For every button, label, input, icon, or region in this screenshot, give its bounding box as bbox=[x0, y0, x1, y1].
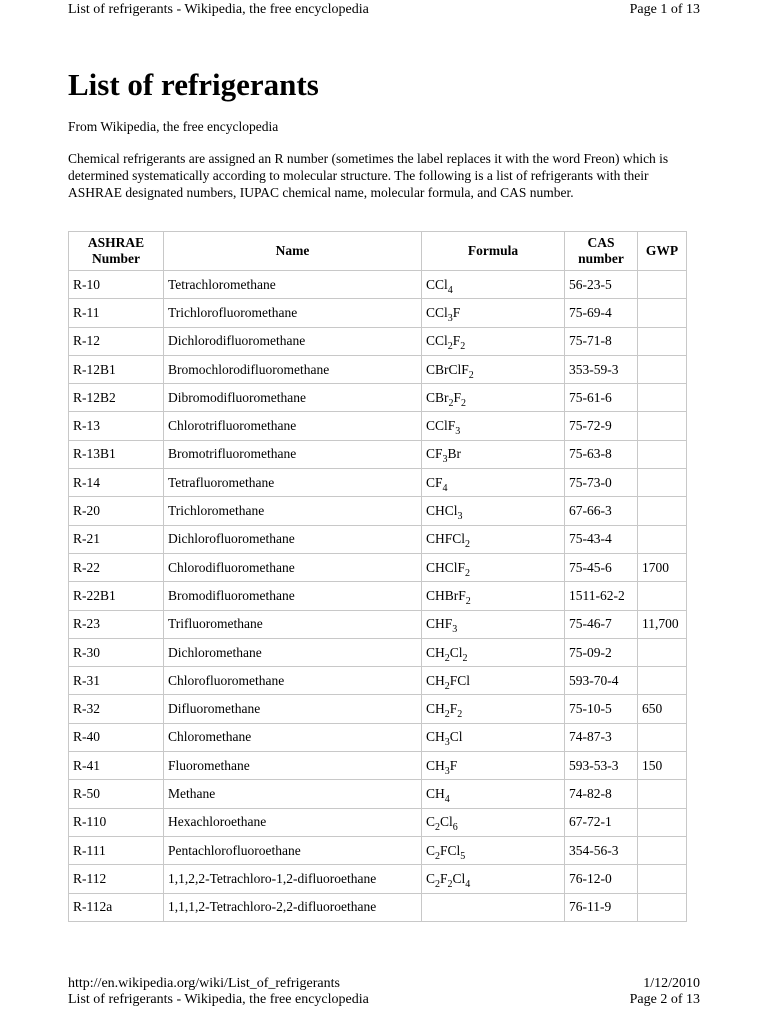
formula-part: Cl bbox=[440, 814, 453, 830]
cell-gwp bbox=[638, 667, 687, 695]
cell-cas: 75-09-2 bbox=[565, 638, 638, 666]
formula-part: FCl bbox=[440, 842, 461, 858]
formula-part: CCl bbox=[426, 333, 448, 349]
table-row bbox=[69, 525, 687, 553]
cell-cas: 75-71-8 bbox=[565, 327, 638, 355]
table-row bbox=[69, 695, 687, 723]
cell-formula bbox=[422, 667, 565, 695]
formula-subscript: 2 bbox=[435, 822, 441, 834]
cell-cas: 76-12-0 bbox=[565, 865, 638, 893]
cell-formula bbox=[422, 440, 565, 468]
cell-name: Dichlorodifluoromethane bbox=[164, 327, 422, 355]
cell-name: Trichlorofluoromethane bbox=[164, 299, 422, 327]
cell-name: Trichloromethane bbox=[164, 497, 422, 525]
cell-cas: 593-70-4 bbox=[565, 667, 638, 695]
formula-subscript: 2 bbox=[461, 397, 467, 409]
formula-part: F bbox=[452, 333, 461, 349]
cell-ashrae: R-22 bbox=[69, 553, 164, 581]
formula-part: CH bbox=[426, 644, 445, 660]
formula-subscript: 2 bbox=[457, 709, 463, 721]
formula-subscript: 3 bbox=[455, 426, 461, 438]
formula-part: CBrClF bbox=[426, 361, 469, 377]
cell-formula bbox=[422, 752, 565, 780]
formula-part: CH bbox=[426, 672, 445, 688]
cell-ashrae: R-112a bbox=[69, 893, 164, 921]
col-header-ashrae bbox=[69, 232, 164, 271]
cell-gwp bbox=[638, 638, 687, 666]
cell-ashrae: R-14 bbox=[69, 469, 164, 497]
formula-part: CH bbox=[426, 757, 445, 773]
cell-name: Bromochlorodifluoromethane bbox=[164, 355, 422, 383]
cell-name: Tetrafluoromethane bbox=[164, 469, 422, 497]
formula-subscript: 2 bbox=[444, 680, 450, 692]
cell-ashrae: R-110 bbox=[69, 808, 164, 836]
cell-ashrae: R-41 bbox=[69, 752, 164, 780]
formula-subscript: 2 bbox=[468, 369, 474, 381]
formula-subscript: 5 bbox=[460, 850, 466, 862]
cell-ashrae: R-13 bbox=[69, 412, 164, 440]
cell-formula bbox=[422, 355, 565, 383]
cell-cas: 353-59-3 bbox=[565, 355, 638, 383]
formula-subscript: 2 bbox=[448, 397, 454, 409]
formula-part: Cl bbox=[435, 276, 448, 292]
formula-part: CHClF bbox=[426, 559, 466, 575]
footer-url: http://en.wikipedia.org/wiki/List_of_refrigerants bbox=[68, 976, 340, 991]
formula-part: F bbox=[449, 701, 458, 717]
cell-formula bbox=[422, 525, 565, 553]
cell-gwp bbox=[638, 723, 687, 751]
cell-formula bbox=[422, 808, 565, 836]
formula-part: CH bbox=[426, 701, 445, 717]
formula-part: C bbox=[426, 870, 436, 886]
table-row bbox=[69, 412, 687, 440]
cell-formula bbox=[422, 610, 565, 638]
formula-part: F bbox=[453, 389, 462, 405]
formula-part: CH bbox=[426, 729, 445, 745]
formula-part: F bbox=[440, 870, 448, 886]
formula-subscript: 4 bbox=[465, 878, 471, 890]
table-header-row bbox=[69, 232, 687, 271]
col-header-cas bbox=[565, 232, 638, 271]
cell-gwp bbox=[638, 525, 687, 553]
formula-subscript: 2 bbox=[447, 341, 453, 353]
cell-gwp bbox=[638, 271, 687, 299]
formula-part: Br bbox=[447, 446, 462, 462]
cell-name: Fluoromethane bbox=[164, 752, 422, 780]
cell-ashrae: R-21 bbox=[69, 525, 164, 553]
formula-subscript: 3 bbox=[444, 765, 450, 777]
cell-ashrae: R-30 bbox=[69, 638, 164, 666]
col-header-cas-line2: number bbox=[578, 251, 624, 266]
cell-gwp bbox=[638, 865, 687, 893]
cell-gwp bbox=[638, 893, 687, 921]
formula-subscript: 2 bbox=[462, 652, 468, 664]
cell-ashrae: R-32 bbox=[69, 695, 164, 723]
cell-name: 1,1,2,2-Tetrachloro-1,2-difluoroethane bbox=[164, 865, 422, 893]
formula-subscript: 3 bbox=[447, 312, 453, 324]
cell-formula bbox=[422, 384, 565, 412]
formula-part: Cl bbox=[449, 644, 463, 660]
cell-gwp bbox=[638, 384, 687, 412]
formula-part: CHBrF bbox=[426, 587, 466, 603]
cell-formula bbox=[422, 497, 565, 525]
cell-cas: 56-23-5 bbox=[565, 271, 638, 299]
formula-part: C bbox=[426, 814, 436, 830]
formula-part: F bbox=[452, 304, 461, 320]
formula-part: CClF bbox=[426, 418, 456, 434]
formula-part: CF bbox=[426, 446, 443, 462]
cell-formula bbox=[422, 836, 565, 864]
cell-cas: 67-66-3 bbox=[565, 497, 638, 525]
cell-cas: 75-10-5 bbox=[565, 695, 638, 723]
cell-gwp bbox=[638, 440, 687, 468]
table-row bbox=[69, 582, 687, 610]
cell-cas: 67-72-1 bbox=[565, 808, 638, 836]
footer-page-label: Page 2 of 13 bbox=[629, 992, 700, 1007]
formula-part: C bbox=[426, 276, 436, 292]
formula-part: CH bbox=[426, 785, 445, 801]
cell-formula bbox=[422, 582, 565, 610]
cell-name: Chlorodifluoromethane bbox=[164, 553, 422, 581]
page-header bbox=[68, 0, 700, 20]
cell-cas: 75-61-6 bbox=[565, 384, 638, 412]
col-header-name: Name bbox=[164, 232, 422, 271]
cell-name: 1,1,1,2-Tetrachloro-2,2-difluoroethane bbox=[164, 893, 422, 921]
header-doc-title: List of refrigerants - Wikipedia, the free encyclopedia bbox=[68, 2, 369, 17]
formula-part: Cl bbox=[452, 870, 466, 886]
cell-gwp bbox=[638, 780, 687, 808]
footer-date: 1/12/2010 bbox=[643, 976, 700, 991]
table-row bbox=[69, 667, 687, 695]
formula-part: CHCl bbox=[426, 503, 458, 519]
cell-gwp: 150 bbox=[638, 752, 687, 780]
cell-ashrae: R-23 bbox=[69, 610, 164, 638]
cell-gwp bbox=[638, 327, 687, 355]
cell-ashrae: R-12B1 bbox=[69, 355, 164, 383]
table-row bbox=[69, 384, 687, 412]
formula-subscript: 2 bbox=[435, 850, 441, 862]
cell-cas: 593-53-3 bbox=[565, 752, 638, 780]
cell-ashrae: R-112 bbox=[69, 865, 164, 893]
col-header-cas-line1: CAS bbox=[587, 235, 615, 250]
cell-gwp bbox=[638, 299, 687, 327]
formula-part: CF bbox=[426, 474, 443, 490]
cell-ashrae: R-50 bbox=[69, 780, 164, 808]
cell-name: Chloromethane bbox=[164, 723, 422, 751]
formula-subscript: 2 bbox=[465, 595, 471, 607]
formula-subscript: 2 bbox=[465, 539, 471, 551]
formula-subscript: 3 bbox=[444, 737, 450, 749]
table-row bbox=[69, 808, 687, 836]
formula-subscript: 2 bbox=[444, 709, 450, 721]
cell-formula bbox=[422, 865, 565, 893]
formula-subscript: 2 bbox=[465, 567, 471, 579]
table-row bbox=[69, 440, 687, 468]
cell-ashrae: R-11 bbox=[69, 299, 164, 327]
table-row bbox=[69, 780, 687, 808]
cell-cas: 354-56-3 bbox=[565, 836, 638, 864]
cell-gwp bbox=[638, 808, 687, 836]
cell-gwp bbox=[638, 836, 687, 864]
table-row bbox=[69, 610, 687, 638]
cell-name: Dichloromethane bbox=[164, 638, 422, 666]
table-row bbox=[69, 497, 687, 525]
header-page-label: Page 1 of 13 bbox=[629, 2, 700, 17]
table-row bbox=[69, 865, 687, 893]
cell-formula bbox=[422, 638, 565, 666]
cell-name: Trifluoromethane bbox=[164, 610, 422, 638]
cell-ashrae: R-111 bbox=[69, 836, 164, 864]
page-footer bbox=[68, 976, 700, 1008]
formula-subscript: 2 bbox=[435, 878, 441, 890]
cell-gwp bbox=[638, 582, 687, 610]
cell-name: Methane bbox=[164, 780, 422, 808]
table-row bbox=[69, 638, 687, 666]
cell-formula bbox=[422, 893, 565, 921]
table-row bbox=[69, 836, 687, 864]
cell-gwp: 1700 bbox=[638, 553, 687, 581]
formula-part: CCl bbox=[426, 304, 448, 320]
formula-subscript: 4 bbox=[442, 482, 448, 494]
cell-ashrae: R-12 bbox=[69, 327, 164, 355]
table-row bbox=[69, 723, 687, 751]
table-row bbox=[69, 271, 687, 299]
col-header-ashrae-line2: Number bbox=[92, 251, 140, 266]
cell-gwp bbox=[638, 355, 687, 383]
footer-doc-title: List of refrigerants - Wikipedia, the free encyclopedia bbox=[68, 992, 369, 1007]
cell-formula bbox=[422, 695, 565, 723]
cell-cas: 75-72-9 bbox=[565, 412, 638, 440]
cell-cas: 75-46-7 bbox=[565, 610, 638, 638]
col-header-formula: Formula bbox=[422, 232, 565, 271]
cell-gwp bbox=[638, 412, 687, 440]
table-row bbox=[69, 553, 687, 581]
cell-ashrae: R-20 bbox=[69, 497, 164, 525]
formula-part: CHFCl bbox=[426, 531, 466, 547]
formula-subscript: 3 bbox=[452, 624, 458, 636]
cell-ashrae: R-40 bbox=[69, 723, 164, 751]
formula-part: FCl bbox=[449, 672, 471, 688]
cell-name: Bromodifluoromethane bbox=[164, 582, 422, 610]
table-row bbox=[69, 299, 687, 327]
cell-name: Bromotrifluoromethane bbox=[164, 440, 422, 468]
formula-subscript: 3 bbox=[442, 454, 448, 466]
formula-part: F bbox=[449, 757, 458, 773]
formula-subscript: 6 bbox=[452, 822, 458, 834]
formula-part: CHF bbox=[426, 616, 453, 632]
cell-cas: 75-63-8 bbox=[565, 440, 638, 468]
cell-formula bbox=[422, 469, 565, 497]
cell-name: Chlorofluoromethane bbox=[164, 667, 422, 695]
formula-subscript: 2 bbox=[444, 652, 450, 664]
cell-ashrae: R-13B1 bbox=[69, 440, 164, 468]
page-title: List of refrigerants bbox=[68, 67, 319, 102]
cell-formula bbox=[422, 271, 565, 299]
col-header-ashrae-line1: ASHRAE bbox=[87, 235, 145, 250]
cell-cas: 74-87-3 bbox=[565, 723, 638, 751]
cell-cas: 76-11-9 bbox=[565, 893, 638, 921]
formula-subscript: 3 bbox=[457, 511, 463, 523]
cell-ashrae: R-22B1 bbox=[69, 582, 164, 610]
cell-name: Chlorotrifluoromethane bbox=[164, 412, 422, 440]
cell-ashrae: R-31 bbox=[69, 667, 164, 695]
cell-formula bbox=[422, 723, 565, 751]
table-row bbox=[69, 469, 687, 497]
cell-formula bbox=[422, 327, 565, 355]
formula-part: C bbox=[426, 842, 436, 858]
cell-ashrae: R-10 bbox=[69, 271, 164, 299]
source-line: From Wikipedia, the free encyclopedia bbox=[68, 119, 279, 134]
table-row bbox=[69, 327, 687, 355]
cell-formula bbox=[422, 299, 565, 327]
table-row bbox=[69, 752, 687, 780]
cell-name: Dibromodifluoromethane bbox=[164, 384, 422, 412]
cell-name: Hexachloroethane bbox=[164, 808, 422, 836]
cell-cas: 75-69-4 bbox=[565, 299, 638, 327]
cell-cas: 75-45-6 bbox=[565, 553, 638, 581]
cell-formula bbox=[422, 780, 565, 808]
intro-paragraph: Chemical refrigerants are assigned an R number (sometimes the label replaces it with the word Freon) which is determined systematically according to molecular structure. The following is a list of refrigerants with their ASHRAE designated numbers, IUPAC chemical name, molecular formula, and CAS number. bbox=[68, 151, 669, 200]
cell-cas: 1511-62-2 bbox=[565, 582, 638, 610]
cell-gwp bbox=[638, 469, 687, 497]
cell-name: Pentachlorofluoroethane bbox=[164, 836, 422, 864]
cell-gwp: 11,700 bbox=[638, 610, 687, 638]
cell-cas: 75-43-4 bbox=[565, 525, 638, 553]
cell-name: Tetrachloromethane bbox=[164, 271, 422, 299]
table-body bbox=[69, 271, 687, 922]
cell-gwp: 650 bbox=[638, 695, 687, 723]
table-row bbox=[69, 355, 687, 383]
cell-cas: 75-73-0 bbox=[565, 469, 638, 497]
formula-part: CBr bbox=[426, 389, 449, 405]
cell-gwp bbox=[638, 497, 687, 525]
cell-formula bbox=[422, 412, 565, 440]
cell-name: Dichlorofluoromethane bbox=[164, 525, 422, 553]
cell-name: Difluoromethane bbox=[164, 695, 422, 723]
formula-part: Cl bbox=[449, 729, 463, 745]
refrigerants-table bbox=[68, 231, 687, 922]
cell-formula bbox=[422, 553, 565, 581]
col-header-gwp: GWP bbox=[638, 232, 687, 271]
cell-ashrae: R-12B2 bbox=[69, 384, 164, 412]
formula-subscript: 4 bbox=[447, 284, 453, 296]
cell-cas: 74-82-8 bbox=[565, 780, 638, 808]
formula-subscript: 2 bbox=[447, 878, 453, 890]
formula-subscript: 2 bbox=[460, 341, 466, 353]
formula-subscript: 4 bbox=[444, 793, 450, 805]
table-row bbox=[69, 893, 687, 921]
